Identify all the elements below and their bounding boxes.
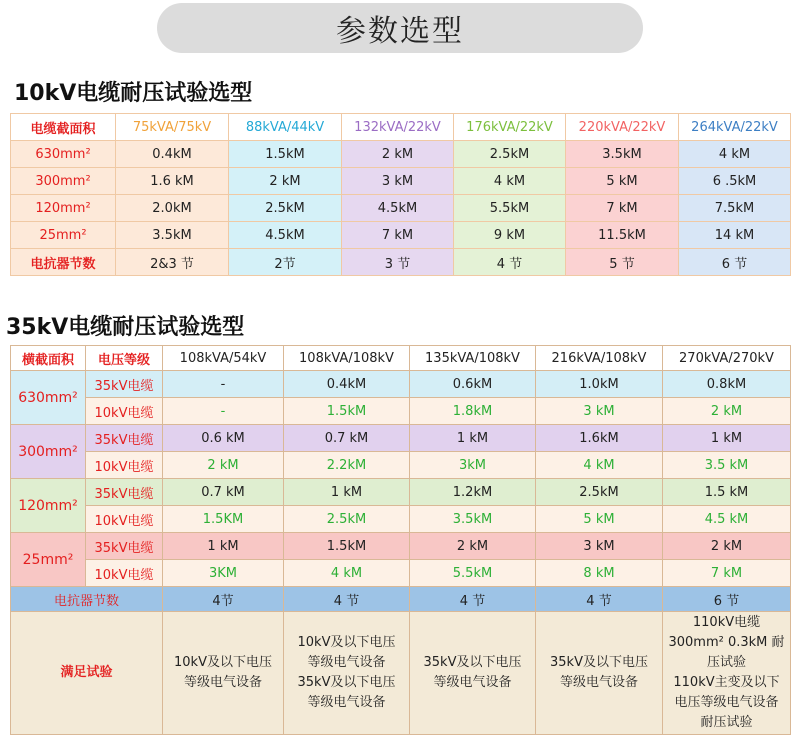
header-cell: 108kVA/54kV	[163, 346, 284, 371]
header-cell: 108kVA/108kV	[284, 346, 410, 371]
value-cell: 5 节	[566, 249, 679, 276]
value-cell: 1 kM	[284, 479, 410, 506]
value-cell: 3 kM	[536, 398, 663, 425]
header-cell: 88kVA/44kV	[229, 114, 342, 141]
meet-cell	[663, 612, 791, 735]
group-label: 630mm²	[11, 371, 86, 425]
table-row	[11, 398, 791, 425]
table-35kv	[10, 345, 791, 735]
row-label: 300mm²	[11, 168, 116, 195]
value-cell: 1.5 kM	[663, 479, 791, 506]
table-row	[11, 452, 791, 479]
group-label: 25mm²	[11, 533, 86, 587]
value-cell: 4.5kM	[229, 222, 342, 249]
value-cell: 0.7 kM	[284, 425, 410, 452]
value-cell: 1.5kM	[229, 141, 342, 168]
reactor-cell: 4节	[163, 587, 284, 612]
value-cell: 2 kM	[229, 168, 342, 195]
header-cell: 75kVA/75kV	[116, 114, 229, 141]
value-cell: 6 .5kM	[679, 168, 791, 195]
header-cell: 135kVA/108kV	[410, 346, 536, 371]
table-row	[11, 249, 791, 276]
value-cell: 0.4kM	[116, 141, 229, 168]
meet-line: 压试验	[706, 655, 746, 670]
value-cell: 3kM	[410, 452, 536, 479]
value-cell: 14 kM	[679, 222, 791, 249]
value-cell: 8 kM	[536, 560, 663, 587]
value-cell: 1.0kM	[536, 371, 663, 398]
header-cell: 216kVA/108kV	[536, 346, 663, 371]
value-cell: -	[163, 398, 284, 425]
meet-cell	[410, 612, 536, 735]
value-cell: 4 kM	[679, 141, 791, 168]
header-cell: 电缆截面积	[11, 114, 116, 141]
voltage-level: 35kV电缆	[86, 479, 163, 506]
section-title-10kv: 10kV电缆耐压试验选型	[14, 81, 253, 106]
value-cell: 2.5kM	[454, 141, 566, 168]
value-cell: 4.5kM	[342, 195, 454, 222]
value-cell: 1.6 kM	[116, 168, 229, 195]
row-label: 630mm²	[11, 141, 116, 168]
table-row	[11, 168, 791, 195]
table-row	[11, 222, 791, 249]
value-cell: 0.4kM	[284, 371, 410, 398]
table-row	[11, 479, 791, 506]
value-cell: 3.5kM	[566, 141, 679, 168]
group-label: 120mm²	[11, 479, 86, 533]
row-label: 25mm²	[11, 222, 116, 249]
table-row	[11, 506, 791, 533]
meet-line: 35kV及以下电压	[550, 655, 648, 670]
table-10kv	[10, 113, 791, 276]
value-cell: 0.7 kM	[163, 479, 284, 506]
value-cell: 3 kM	[536, 533, 663, 560]
value-cell: 2&3 节	[116, 249, 229, 276]
value-cell: 4 kM	[454, 168, 566, 195]
voltage-level: 35kV电缆	[86, 425, 163, 452]
meet-line: 300mm² 0.3kM 耐	[668, 635, 785, 650]
value-cell: 11.5kM	[566, 222, 679, 249]
value-cell: 1.5KM	[163, 506, 284, 533]
value-cell: 5 kM	[536, 506, 663, 533]
meet-line: 35kV及以下电压	[423, 655, 522, 670]
header-cell: 220kVA/22kV	[566, 114, 679, 141]
page-banner: 参数选型	[157, 3, 643, 53]
value-cell: 1.8kM	[410, 398, 536, 425]
value-cell: 3.5kM	[116, 222, 229, 249]
value-cell: 4 节	[454, 249, 566, 276]
meet-line: 电压等级电气设备	[674, 695, 779, 710]
meet-cell	[536, 612, 663, 735]
table-row	[11, 425, 791, 452]
row-label: 120mm²	[11, 195, 116, 222]
meet-line: 等级电气设备	[307, 655, 386, 670]
meet-row	[11, 612, 791, 735]
value-cell: 2.5kM	[536, 479, 663, 506]
row-label: 电抗器节数	[11, 249, 116, 276]
value-cell: 3KM	[163, 560, 284, 587]
meet-line: 耐压试验	[700, 715, 753, 730]
voltage-level: 35kV电缆	[86, 371, 163, 398]
value-cell: 1 kM	[410, 425, 536, 452]
value-cell: 1.5kM	[284, 398, 410, 425]
table-row	[11, 560, 791, 587]
reactor-cell: 4 节	[284, 587, 410, 612]
reactor-cell: 4 节	[410, 587, 536, 612]
meet-line: 110kV电缆	[692, 615, 761, 630]
value-cell: 1.5kM	[284, 533, 410, 560]
value-cell: 2节	[229, 249, 342, 276]
voltage-level: 10kV电缆	[86, 398, 163, 425]
value-cell: 7 kM	[342, 222, 454, 249]
value-cell: 1 kM	[163, 533, 284, 560]
value-cell: 9 kM	[454, 222, 566, 249]
value-cell: 4.5 kM	[663, 506, 791, 533]
value-cell: 2.5kM	[229, 195, 342, 222]
table-header-row	[11, 346, 791, 371]
meet-line: 等级电气设备	[433, 675, 512, 690]
header-cell: 电压等级	[86, 346, 163, 371]
header-cell: 264kVA/22kV	[679, 114, 791, 141]
meet-cell	[284, 612, 410, 735]
value-cell: 0.8kM	[663, 371, 791, 398]
value-cell: 5 kM	[566, 168, 679, 195]
value-cell: 2.2kM	[284, 452, 410, 479]
value-cell: 2 kM	[410, 533, 536, 560]
value-cell: 4 kM	[536, 452, 663, 479]
reactor-cell: 4 节	[536, 587, 663, 612]
value-cell: 5.5kM	[454, 195, 566, 222]
value-cell: 1.6kM	[536, 425, 663, 452]
value-cell: 0.6 kM	[163, 425, 284, 452]
voltage-level: 35kV电缆	[86, 533, 163, 560]
meet-line: 10kV及以下电压	[297, 635, 396, 650]
voltage-level: 10kV电缆	[86, 506, 163, 533]
header-cell: 176kVA/22kV	[454, 114, 566, 141]
value-cell: 3.5 kM	[663, 452, 791, 479]
value-cell: 7.5kM	[679, 195, 791, 222]
value-cell: 2.5kM	[284, 506, 410, 533]
value-cell: 6 节	[679, 249, 791, 276]
group-label: 300mm²	[11, 425, 86, 479]
table-header-row	[11, 114, 791, 141]
voltage-level: 10kV电缆	[86, 560, 163, 587]
value-cell: 3 kM	[342, 168, 454, 195]
table-row	[11, 371, 791, 398]
meet-line: 110kV主变及以下	[673, 675, 780, 690]
header-cell: 132kVA/22kV	[342, 114, 454, 141]
value-cell: 7 kM	[566, 195, 679, 222]
header-cell: 横截面积	[11, 346, 86, 371]
meet-line: 等级电气设备	[559, 675, 638, 690]
section-title-35kv: 35kV电缆耐压试验选型	[6, 315, 245, 340]
meet-line: 10kV及以下电压	[174, 655, 272, 670]
reactor-label: 电抗器节数	[11, 587, 163, 612]
meet-label: 满足试验	[11, 612, 163, 735]
meet-line: 等级电气设备	[307, 695, 386, 710]
reactor-cell: 6 节	[663, 587, 791, 612]
reactor-row	[11, 587, 791, 612]
value-cell: 3.5kM	[410, 506, 536, 533]
table-row	[11, 533, 791, 560]
table-row	[11, 195, 791, 222]
value-cell: 2 kM	[663, 398, 791, 425]
value-cell: 3 节	[342, 249, 454, 276]
voltage-level: 10kV电缆	[86, 452, 163, 479]
value-cell: 2 kM	[342, 141, 454, 168]
meet-line: 35kV及以下电压	[297, 675, 396, 690]
value-cell: 4 kM	[284, 560, 410, 587]
meet-line: 等级电气设备	[183, 675, 262, 690]
table-row	[11, 141, 791, 168]
value-cell: 5.5kM	[410, 560, 536, 587]
meet-cell	[163, 612, 284, 735]
value-cell: -	[163, 371, 284, 398]
value-cell: 2 kM	[663, 533, 791, 560]
value-cell: 2 kM	[163, 452, 284, 479]
value-cell: 7 kM	[663, 560, 791, 587]
value-cell: 1.2kM	[410, 479, 536, 506]
value-cell: 2.0kM	[116, 195, 229, 222]
value-cell: 0.6kM	[410, 371, 536, 398]
header-cell: 270kVA/270kV	[663, 346, 791, 371]
value-cell: 1 kM	[663, 425, 791, 452]
